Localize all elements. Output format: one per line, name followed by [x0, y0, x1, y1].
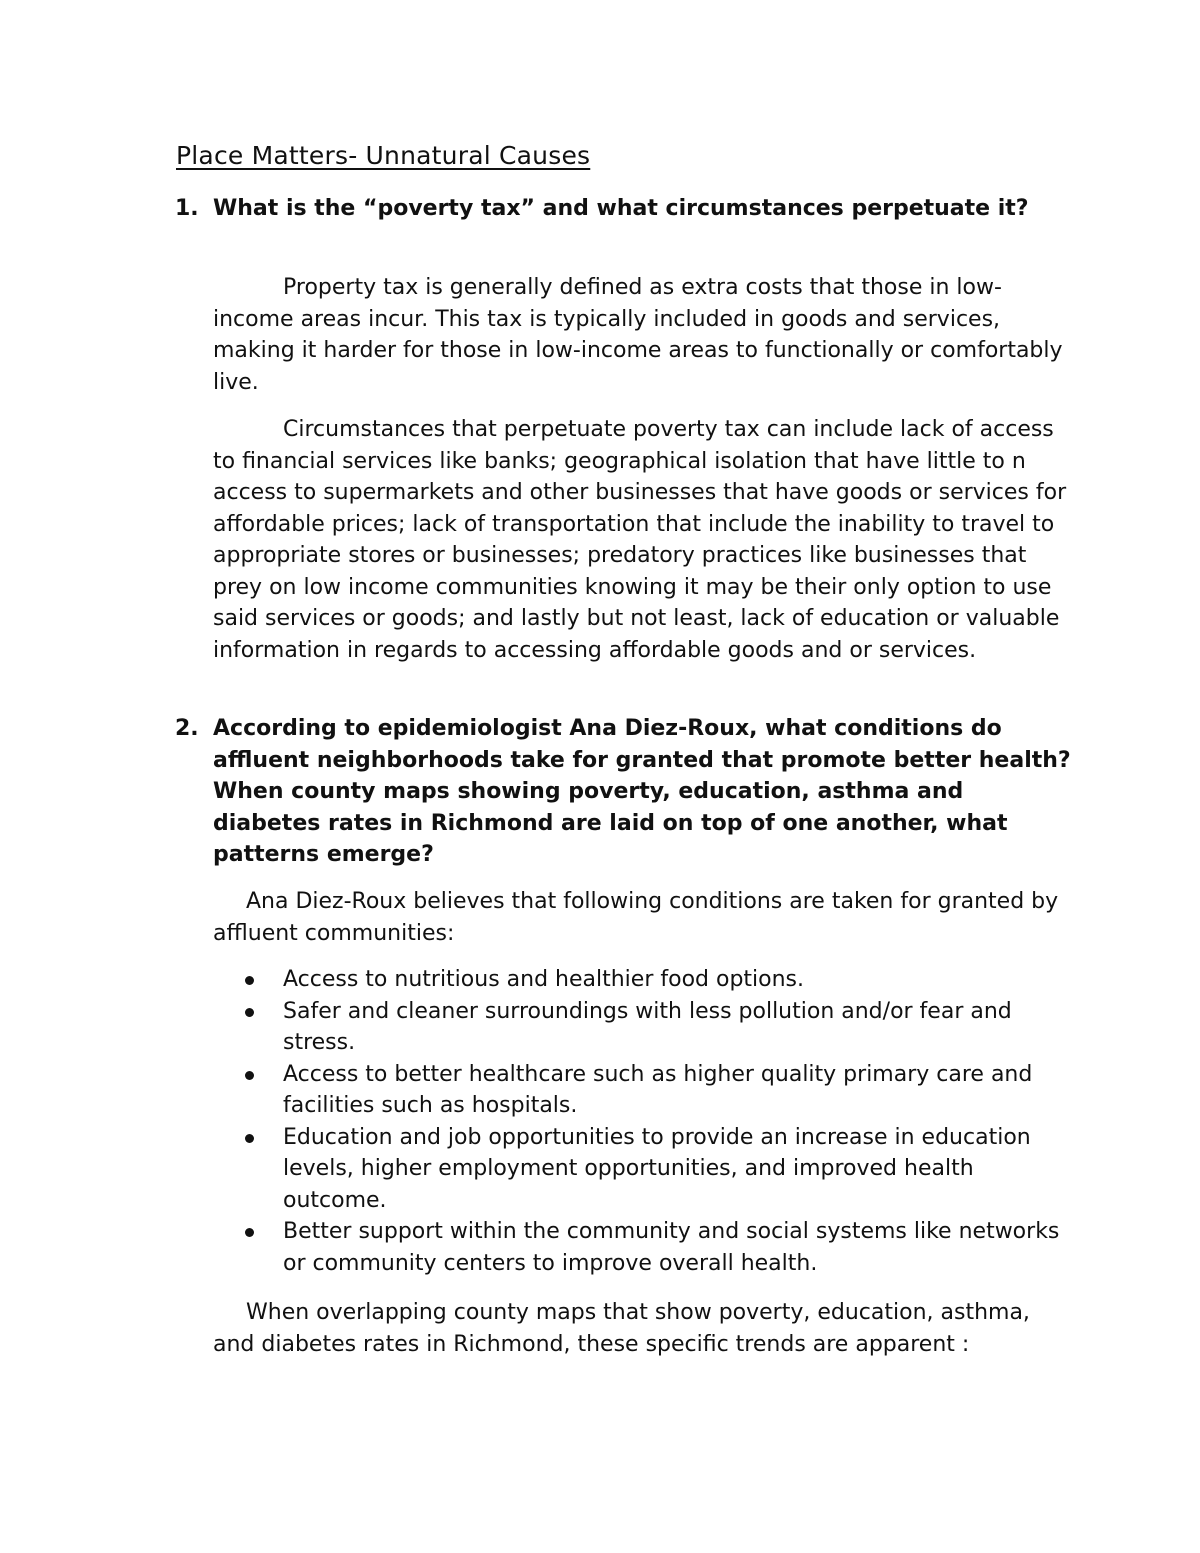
list-item: [283, 996, 1063, 1059]
bullet-icon: [245, 1008, 254, 1017]
question-2: [175, 713, 1073, 871]
answer-2-conclusion: When overlapping county maps that show poverty, education, asthma, and diabetes rates in Richmond, these specific trends are apparent :: [213, 1300, 1030, 1357]
list-item: [283, 1059, 1063, 1122]
list-item-text: Education and job opportunities to provide an increase in education levels, higher employment opportunities, and improved health outcome.: [283, 1124, 1031, 1213]
conditions-list: [283, 964, 1063, 1279]
question-1-text: What is the “poverty tax” and what circumstances perpetuate it?: [213, 196, 1029, 221]
list-item: [283, 964, 1063, 996]
question-1: [175, 193, 1063, 225]
bullet-icon: [245, 1134, 254, 1143]
list-item: [283, 1122, 1063, 1217]
question-1-number: 1.: [175, 196, 199, 221]
list-item-text: Access to better healthcare such as higher quality primary care and facilities such as hospitals.: [283, 1061, 1033, 1118]
bullet-icon: [245, 1228, 254, 1237]
question-2-number: 2.: [175, 716, 199, 741]
bullet-icon: [245, 1071, 254, 1080]
bullet-icon: [245, 976, 254, 985]
answer-1-paragraph-2: Circumstances that perpetuate poverty tax can include lack of access to financial services like banks; geographical isolation that have little to n access to supermarkets and other businesses that have goods or services for affordable prices; lack of transportation that include the inability to travel to appropriate stores or businesses; predatory practices like businesses that prey on low income communities knowing it may be their only option to use said services or goods; and lastly but not least, lack of education or valuable information in regards to accessing affordable goods and or services.: [213, 417, 1067, 663]
answer-1-paragraph-1: Property tax is generally defined as extra costs that those in low-income areas incur. This tax is typically included in goods and services, making it harder for those in low-income areas to functionally or comfortably live.: [213, 275, 1063, 395]
document-title: Place Matters- Unnatural Causes: [176, 141, 591, 170]
list-item: [283, 1216, 1063, 1279]
question-2-text: According to epidemiologist Ana Diez-Roux, what conditions do affluent neighborhoods take for granted that promote better health? When county maps showing poverty, education, asthma and diabetes rates in Richmond are laid on top of one another, what patterns emerge?: [213, 716, 1071, 867]
list-item-text: Better support within the community and social systems like networks or community centers to improve overall health.: [283, 1219, 1060, 1276]
answer-2-intro: Ana Diez-Roux believes that following conditions are taken for granted by affluent communities:: [213, 889, 1059, 946]
list-item-text: Access to nutritious and healthier food options.: [283, 967, 805, 992]
list-item-text: Safer and cleaner surroundings with less pollution and/or fear and stress.: [283, 998, 1012, 1055]
